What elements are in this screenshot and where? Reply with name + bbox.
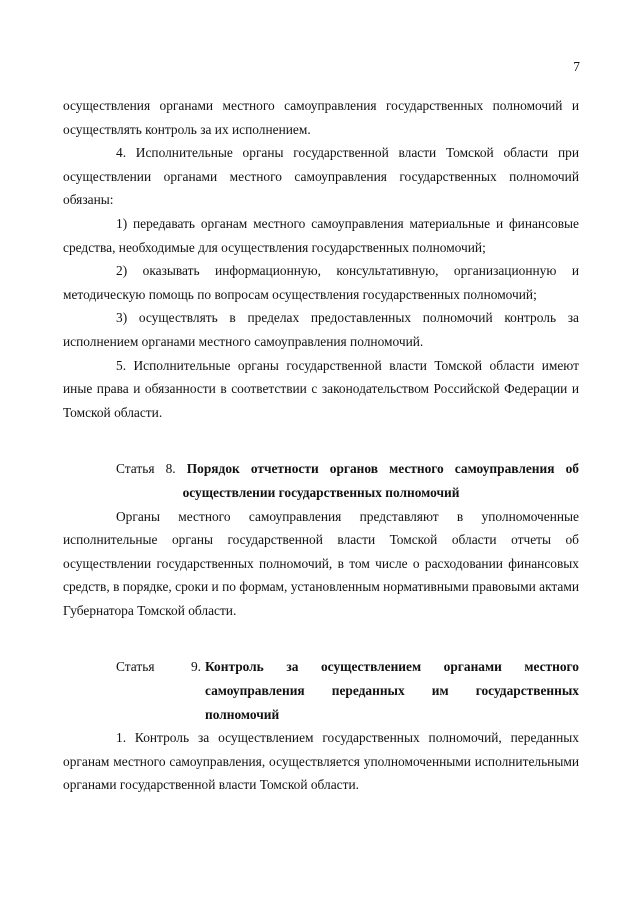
spacer (63, 622, 579, 655)
paragraph-item-5: 5. Исполнительные органы государственной власти Томской области имеют иные права и обязанности в соответствии с законодательством Российской Федерации и Томской области. (63, 357, 579, 420)
paragraph-subitem-2: 2) оказывать информационную, консультативную, организационную и методическую помощь по вопросам осуществления государственных полномочий; (63, 263, 579, 302)
article-9-title (205, 655, 579, 726)
article-9 (63, 655, 579, 797)
article-8-heading-line1 (63, 457, 579, 481)
page-number: 7 (573, 59, 580, 74)
article-9-label-number: 9. (190, 659, 201, 675)
article-8-body: Органы местного самоуправления представляют в уполномоченные исполнительные органы государственной власти Томской области отчеты об осуществлении государственных полномочий, в том числе о расходовании финансовых средств, в порядке, сроки и по формам, установленным нормативными правовыми актами Губернатора Томской области. (63, 508, 579, 618)
article-9-label (63, 655, 205, 726)
paragraph-subitem-3: 3) осуществлять в пределах предоставленных полномочий контроль за исполнением органами местного самоуправления полномочий. (63, 310, 579, 349)
document-body (63, 94, 579, 797)
article-9-label-word: Статья (116, 659, 155, 675)
article-9-title-line1: Контроль за осуществлением органами местного (205, 659, 579, 675)
article-8-title-line2: осуществлении государственных полномочий (182, 484, 460, 500)
article-8 (63, 457, 579, 622)
article-8-label: Статья 8. (116, 461, 176, 477)
article-9-body: 1. Контроль за осуществлением государственных полномочий, переданных органам местного самоуправления, осуществляется уполномоченными исполнительными органами государственной власти Томской области. (63, 730, 579, 793)
paragraph-item-4: 4. Исполнительные органы государственной власти Томской области при осуществлении органами местного самоуправления государственных полномочий обязаны: (63, 145, 579, 208)
article-9-title-line2: самоуправления переданных им государственных (205, 683, 579, 699)
paragraph-subitem-1: 1) передавать органам местного самоуправления материальные и финансовые средства, необходимые для осуществления государственных полномочий; (63, 215, 579, 255)
article-9-heading (63, 655, 579, 726)
article-8-title-line1: Порядок отчетности органов местного самоуправления об (186, 461, 579, 477)
spacer (63, 424, 579, 457)
paragraph-continuation: осуществления органами местного самоуправления государственных полномочий и осуществлять контроль за их исполнением. (63, 98, 579, 137)
article-9-title-line3: полномочий (205, 706, 280, 722)
